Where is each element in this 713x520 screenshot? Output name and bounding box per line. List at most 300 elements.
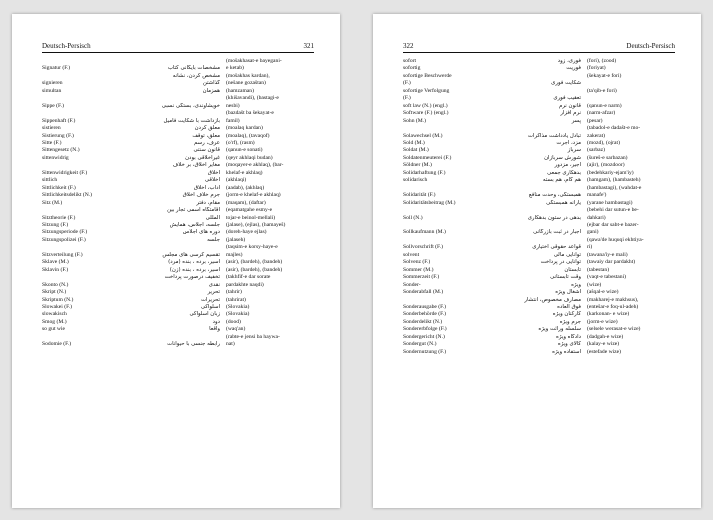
german-term (403, 237, 477, 244)
german-term (42, 274, 116, 281)
persian-term: غیراخلاقی بودن (185, 154, 220, 161)
dictionary-entry (403, 267, 675, 274)
dictionary-entry (403, 319, 675, 326)
dictionary-entry (42, 192, 314, 199)
transliteration: (enteŝar-e foq-ul-adeh) (587, 303, 639, 310)
persian-term: نقدی (208, 281, 220, 288)
header-title: Deutsch-Persisch (42, 42, 91, 50)
german-term: Sippenhaft (F.) (42, 117, 76, 124)
transliteration: (mozd), (ojrat) (587, 139, 620, 146)
persian-term: قانون نرم (559, 102, 581, 109)
persian-term: فوریت (566, 65, 581, 72)
transliteration: (maqam), (daftar) (226, 199, 266, 206)
dictionary-entry (403, 80, 675, 87)
persian-term: بدهکاری جمعی (547, 169, 581, 176)
dictionary-entry (42, 311, 314, 318)
transliteration: (khiŝavandi), (bastagi-e (226, 95, 279, 102)
dictionary-entry (403, 118, 675, 125)
german-term: Sistierung (F.) (42, 132, 74, 139)
dictionary-entry (42, 170, 314, 177)
right-page (373, 14, 701, 508)
transliteration: (qeyr akhlaqi budan) (226, 154, 273, 161)
transliteration: (aŝqal-e wize) (587, 289, 619, 296)
persian-term: وقت تابستانی (550, 274, 581, 281)
german-term (42, 334, 116, 341)
german-term: Software (F.) (engl.) (403, 110, 449, 117)
german-term: Skript (N.) (42, 289, 67, 296)
german-term: Sitte (F.) (42, 139, 62, 146)
dictionary-entry (42, 252, 314, 259)
dictionary-entry (42, 95, 314, 102)
dictionary-entry (42, 282, 314, 289)
persian-term: اجیر، مزدور (554, 162, 581, 169)
transliteration: (narm-afzar) (587, 110, 616, 117)
transliteration: (eqamatgahe esmy-e (226, 207, 273, 214)
german-term: Sitztheorie (F.) (42, 214, 76, 221)
german-term: Soldat (M.) (403, 147, 429, 154)
persian-term: مصارف مخصوص، انتشار (524, 296, 581, 303)
transliteration: nesbi) (226, 102, 240, 109)
persian-term: مشخصات بایگانی کتاب (167, 65, 220, 72)
german-term: Soldatenmeuterei (F.) (403, 154, 452, 161)
persian-term (483, 88, 581, 95)
transliteration: (tahrir) (226, 289, 242, 296)
persian-term: پسر (571, 117, 581, 124)
persian-term: مقام، دفتر (196, 199, 220, 206)
german-term: sofortige Verfolgung (403, 87, 450, 94)
persian-term (122, 58, 220, 65)
dictionary-entry (42, 65, 314, 72)
persian-term: شورش سربازان (544, 154, 581, 161)
german-term: slowakisch (42, 311, 67, 318)
dictionary-entry (403, 185, 675, 192)
german-term: Sondernutzung (F.) (403, 348, 447, 355)
transliteration: (moalaq), (tavaqof) (226, 132, 270, 139)
german-term: Sitzverteilung (F.) (42, 251, 83, 258)
dictionary-entry (42, 237, 314, 244)
transliteration: (neŝane gozaŝtan) (226, 80, 266, 87)
german-term: (F.) (403, 80, 411, 87)
persian-term: تابستان (564, 266, 581, 273)
transliteration: (takhfif-e dar sorate (226, 274, 271, 281)
page-number: 322 (403, 42, 414, 50)
persian-term: اخلاق (207, 169, 220, 176)
dictionary-entry (42, 274, 314, 281)
german-term: simultan (42, 87, 62, 94)
transliteration: tojar-e beinol-mellali) (226, 214, 276, 221)
dictionary-entry (42, 133, 314, 140)
german-term: Sollkaufmann (M.) (403, 229, 446, 236)
transliteration: (jorm-e wize) (587, 318, 618, 325)
german-term: sofortig (403, 65, 421, 72)
german-term (403, 297, 477, 304)
persian-term: عرف، رسم (194, 139, 220, 146)
transliteration: (yarane hambastagi) (587, 199, 633, 206)
german-term: Sittlichkeit (F.) (42, 184, 76, 191)
dictionary-entry (403, 341, 675, 348)
german-term: Sonderbehörde (F.) (403, 311, 447, 318)
transliteration: (qanun-e narm) (587, 102, 622, 109)
german-term: Soll (N.) (403, 214, 423, 221)
dictionary-entry (42, 267, 314, 274)
german-term: sittenwidrig (42, 154, 69, 161)
dictionary-entry (403, 170, 675, 177)
dictionary-entry (42, 222, 314, 229)
persian-term (483, 237, 581, 244)
persian-term: آداب، اخلاق (193, 184, 220, 191)
german-term: Sonder- (403, 281, 421, 288)
transliteration: (fori), (zood) (587, 58, 617, 64)
dictionary-entry (403, 162, 675, 169)
dictionary-entry (403, 244, 675, 251)
transliteration (587, 80, 675, 87)
transliteration: (jorm-e khelaf-e akhlaq) (226, 192, 281, 199)
german-term (42, 110, 116, 117)
persian-term (483, 185, 581, 192)
persian-term: مزد، اجرت (556, 139, 581, 146)
persian-term: نرم افزار (560, 110, 581, 117)
transliteration: (karkonan- e wize) (587, 311, 630, 318)
dictionary-entry (403, 58, 675, 65)
transliteration: (foriyat) (587, 65, 606, 72)
transliteration: (dood) (226, 318, 241, 325)
persian-term (122, 110, 220, 117)
transliteration: (qawa'de huquqi ekhtiya- (587, 236, 644, 243)
persian-term (483, 207, 581, 214)
dictionary-entry (42, 215, 314, 222)
persian-term: همزمان (202, 87, 220, 94)
dictionary-entry (42, 118, 314, 125)
german-term: Signatur (F.) (42, 65, 71, 72)
german-term (403, 222, 477, 229)
german-term: Sitzungspolizei (F.) (42, 236, 86, 243)
persian-term: آشغال ویژه (555, 289, 581, 296)
persian-term: معلق کردن (194, 125, 220, 132)
dictionary-entry (403, 177, 675, 184)
german-term: Sommer (M.) (403, 266, 434, 273)
dictionary-entry (403, 349, 675, 356)
german-term (42, 207, 116, 214)
transliteration: (hamzaman) (226, 87, 254, 94)
german-term: Sitzungsperiode (F.) (42, 229, 88, 236)
transliteration: (moŝakhas kardan), (226, 72, 270, 79)
dictionary-entry (42, 229, 314, 236)
german-term: Sondergut (N.) (403, 341, 437, 348)
persian-term: استفاده ویژه (552, 348, 581, 355)
persian-term: معلق، توقف (192, 132, 220, 139)
persian-term (122, 334, 220, 341)
german-term: Sittenwidrigkeit (F.) (42, 169, 88, 176)
dictionary-entry (42, 289, 314, 296)
persian-term: بازداشت با شکایت فامیل (163, 117, 220, 124)
persian-term: تخفیف درصورت پرداخت (164, 274, 220, 281)
dictionary-entry (403, 297, 675, 304)
transliteration: (aadab), (akhlaq) (226, 184, 265, 191)
persian-term: فوق العاده (557, 303, 581, 310)
persian-term: زبان اسلواکی (189, 311, 220, 318)
persian-term: دود (212, 318, 220, 325)
dictionary-entry (42, 58, 314, 65)
dictionary-entry (42, 341, 314, 348)
persian-term: فوری، زود (557, 58, 581, 64)
persian-term (122, 244, 220, 251)
transliteration: (wize) (587, 281, 602, 288)
transliteration: (jalase), (ejlas), (hamayeŝ) (226, 221, 286, 228)
dictionary-entry (42, 125, 314, 132)
german-term: Skonto (N.) (42, 281, 69, 288)
transliteration: (selsele werasat-e wize) (587, 326, 641, 333)
german-term: Solawechsel (M.) (403, 132, 443, 139)
german-term (42, 73, 116, 80)
transliteration: (vaqt-e tabestani) (587, 274, 626, 281)
dictionary-entry (42, 200, 314, 207)
persian-term: اخلاقی (204, 177, 220, 184)
dictionary-entry (403, 65, 675, 72)
persian-term: دوره های اجلاس (182, 229, 220, 236)
german-term (42, 244, 116, 251)
german-term: signieren (42, 80, 63, 87)
persian-term: رابطه جنسی با حیوانات (167, 341, 220, 348)
transliteration: (Slovakia) (226, 303, 250, 310)
transliteration: (ŝureŝ-e sarbazan) (587, 154, 628, 161)
german-term: (F.) (403, 95, 411, 102)
dictionary-entry (403, 334, 675, 341)
dictionary-entry (42, 326, 314, 333)
dictionary-entry (42, 103, 314, 110)
persian-term (483, 125, 581, 132)
transliteration: (bebehi dar sutun-e be- (587, 207, 639, 214)
german-term: Skriptum (N.) (42, 296, 74, 303)
dictionary-entry (403, 282, 675, 289)
transliteration: (jalaseh) (226, 236, 246, 243)
german-term: Sittlichkeitsdelikt (N.) (42, 192, 93, 199)
persian-term: تحریر (207, 289, 220, 296)
persian-term: واقعا (209, 326, 220, 333)
persian-term: همبستگی، وحدت منافع (528, 192, 581, 199)
transliteration: gani) (587, 229, 599, 236)
transliteration: (hamgam), (hambasteh) (587, 177, 641, 184)
persian-term: اجبار در ثبت بازرگانی (533, 229, 581, 236)
transliteration: (dadgah-e wize) (587, 333, 624, 340)
left-page (12, 14, 340, 508)
german-term: sistieren (42, 125, 61, 132)
transliteration: (tawaiy dar pardakht) (587, 259, 636, 266)
transliteration: (tabestan) (587, 266, 610, 273)
transliteration: (estefade wize) (587, 348, 622, 355)
persian-term: گذاشتن (202, 80, 220, 87)
persian-term: توانایی مالی (553, 251, 581, 258)
dictionary-entry (42, 207, 314, 214)
dictionary-entry (42, 80, 314, 87)
transliteration: (hambastagi), (wahdat-e (587, 184, 642, 191)
persian-term: جلسه، اجلاس، همایش (169, 221, 220, 228)
transliteration: (akhlaqi) (226, 177, 247, 184)
dictionary-entry (42, 185, 314, 192)
german-term: Sittengesetz (N.) (42, 147, 80, 154)
german-term: Solidaritätsbeitrag (M.) (403, 199, 456, 206)
dictionary-entry (403, 95, 675, 102)
persian-term: جلسه (207, 236, 220, 243)
transliteration: zakerat) (587, 132, 606, 139)
persian-term (483, 222, 581, 229)
transliteration: nat) (226, 341, 235, 348)
german-term: Sold (M.) (403, 139, 425, 146)
transliteration: (pesar) (587, 117, 603, 124)
transliteration: (ta'qib-e fori) (587, 87, 617, 94)
german-term: Sodomie (F.) (42, 341, 72, 348)
transliteration: (moqayer-e akhlaq), (bar- (226, 162, 284, 169)
german-term: sofortige Beschwerde (403, 72, 452, 79)
dictionary-entry (403, 304, 675, 311)
dictionary-entry (403, 252, 675, 259)
persian-term: بدهی در ستون بدهکاری (527, 214, 581, 221)
persian-term: هم گام، هم بسته (542, 177, 581, 184)
persian-term: خویشاوندی، بستگی نسبی (161, 102, 220, 109)
page-number: 321 (303, 42, 314, 50)
german-term: Sklavin (F.) (42, 266, 69, 273)
german-term: Sondererbfolge (F.) (403, 326, 447, 333)
dictionary-entry (403, 125, 675, 132)
dictionary-entry (403, 311, 675, 318)
transliteration: majles) (226, 251, 243, 258)
dictionary-entry (403, 326, 675, 333)
german-term: Sonderausgabe (F.) (403, 303, 447, 310)
persian-term: جرم ویژه (559, 318, 581, 325)
persian-term: توانایی در پرداخت (540, 259, 581, 266)
german-term: Sklave (M.) (42, 259, 69, 266)
dictionary-entry (403, 140, 675, 147)
german-term (42, 58, 116, 65)
persian-term: دادگاه ویژه (556, 333, 581, 340)
transliteration: pardakhte naqdi) (226, 281, 264, 288)
transliteration: famil) (226, 117, 240, 124)
german-term: so gut wie (42, 326, 65, 333)
persian-term: جرم خلاف اخلاق (182, 192, 220, 199)
german-term: Sonderabfall (M.) (403, 289, 444, 296)
persian-term (122, 95, 220, 102)
german-term (42, 95, 116, 102)
dictionary-entry (403, 229, 675, 236)
german-term: Sollvorschrift (F.) (403, 244, 443, 251)
german-term: solvent (403, 251, 420, 258)
transliteration: (doreh-haye ejlas) (226, 229, 267, 236)
dictionary-entry (403, 147, 675, 154)
german-term: Söldner (M.) (403, 162, 432, 169)
dictionary-entry (42, 155, 314, 162)
dictionary-entry (403, 207, 675, 214)
persian-term (483, 73, 581, 80)
persian-term: سلسله وراثت ویژه (538, 326, 581, 333)
transliteration: (asir), (bardeh), (bandeh) (226, 259, 283, 266)
transliteration: (bedehkariy-ejam'iy) (587, 169, 634, 176)
transliteration: (o'rf), (rasm) (226, 139, 255, 146)
german-term: Solidarhaftung (F.) (403, 169, 446, 176)
dictionary-entry (403, 289, 675, 296)
dictionary-entry (42, 88, 314, 95)
persian-term: کالای ویژه (557, 341, 581, 348)
transliteration: khelaf-e akhlaq) (226, 169, 263, 176)
persian-term: ویژه (571, 281, 581, 288)
german-term: Slowakei (F.) (42, 303, 73, 310)
dictionary-entry (403, 222, 675, 229)
dictionary-entry (403, 200, 675, 207)
dictionary-entry (403, 73, 675, 80)
german-term: Sonderdelikt (N.) (403, 318, 443, 325)
german-term: Sommerzeit (F.) (403, 274, 440, 281)
transliteration: (kalay-e wize) (587, 341, 620, 348)
dictionary-entry (403, 259, 675, 266)
dictionary-entry (42, 140, 314, 147)
transliteration: (makharej-e makhsus), (587, 296, 639, 303)
transliteration: (moŝakhasat-e bayegani- (226, 58, 282, 64)
german-term: Smog (M.) (42, 318, 67, 325)
dictionary-entry (42, 304, 314, 311)
persian-term: شکایت فوری (551, 80, 581, 87)
persian-term: اسیر، برده ، بنده (زن) (169, 266, 220, 273)
transliteration: (qanun-e sonati) (226, 147, 263, 154)
german-term: Sondergericht (N.) (403, 333, 445, 340)
dictionary-entry (42, 319, 314, 326)
dictionary-entry (42, 297, 314, 304)
transliteration (587, 95, 675, 102)
dictionary-entry (42, 73, 314, 80)
german-term: Sohn (M.) (403, 117, 426, 124)
persian-term: تعقیب فوری (553, 95, 581, 102)
transliteration: (taqsim-e korsy-haye-e (226, 244, 278, 251)
german-term: solidarisch (403, 177, 428, 184)
persian-term: سرباز (567, 147, 581, 154)
persian-term: المللی (205, 214, 220, 221)
german-term: Solidarität (F.) (403, 192, 436, 199)
german-term (403, 207, 477, 214)
transliteration: (tabadol-e dadaŝt-e mo- (587, 125, 641, 132)
dictionary-entry (403, 110, 675, 117)
dictionary-entry (42, 244, 314, 251)
persian-term: قواعد حقوقی اختیاری (532, 244, 581, 251)
persian-term: تقسیم کرسی های مجلس (162, 251, 220, 258)
transliteration: (ajir), (mozdoor) (587, 162, 625, 169)
dictionary-entry (403, 274, 675, 281)
german-term (42, 162, 116, 169)
dictionary-entry (42, 334, 314, 341)
persian-term: تحریرات (200, 296, 220, 303)
dictionary-entry (403, 88, 675, 95)
transliteration: (rabte-e jensi ba haywa- (226, 333, 280, 340)
persian-term: قانون سنتی (193, 147, 220, 154)
dictionary-entry (403, 192, 675, 199)
persian-term: تبادل یادداشت مذاکرات (527, 132, 581, 139)
german-term: soft law (N.) (engl.) (403, 102, 448, 109)
dictionary-entry (42, 162, 314, 169)
persian-term: کارکنان ویژه (552, 311, 581, 318)
persian-term: اسیر، برده ، بنده (مرد) (168, 259, 220, 266)
header-title: Deutsch-Persisch (626, 42, 675, 50)
page-header (42, 42, 314, 53)
transliteration: (tawana'iy-e mali) (587, 251, 628, 258)
persian-term: اقامتگاه اسمی تجار بین (167, 207, 220, 214)
persian-term: یارانه همبستگی (546, 199, 581, 206)
dictionary-entry (403, 215, 675, 222)
persian-term: مشخص کردن، نشانه (172, 72, 220, 79)
persian-term: اسلواکی (200, 303, 220, 310)
transliteration: (waq'an) (226, 326, 246, 333)
page-header (403, 42, 675, 53)
german-term: sofort (403, 58, 417, 64)
transliteration: (Slovakia) (226, 311, 250, 318)
german-term (403, 125, 477, 132)
persian-term: مغایر اخلاق، بر خلاف (172, 162, 220, 169)
transliteration: manafe') (587, 192, 607, 199)
